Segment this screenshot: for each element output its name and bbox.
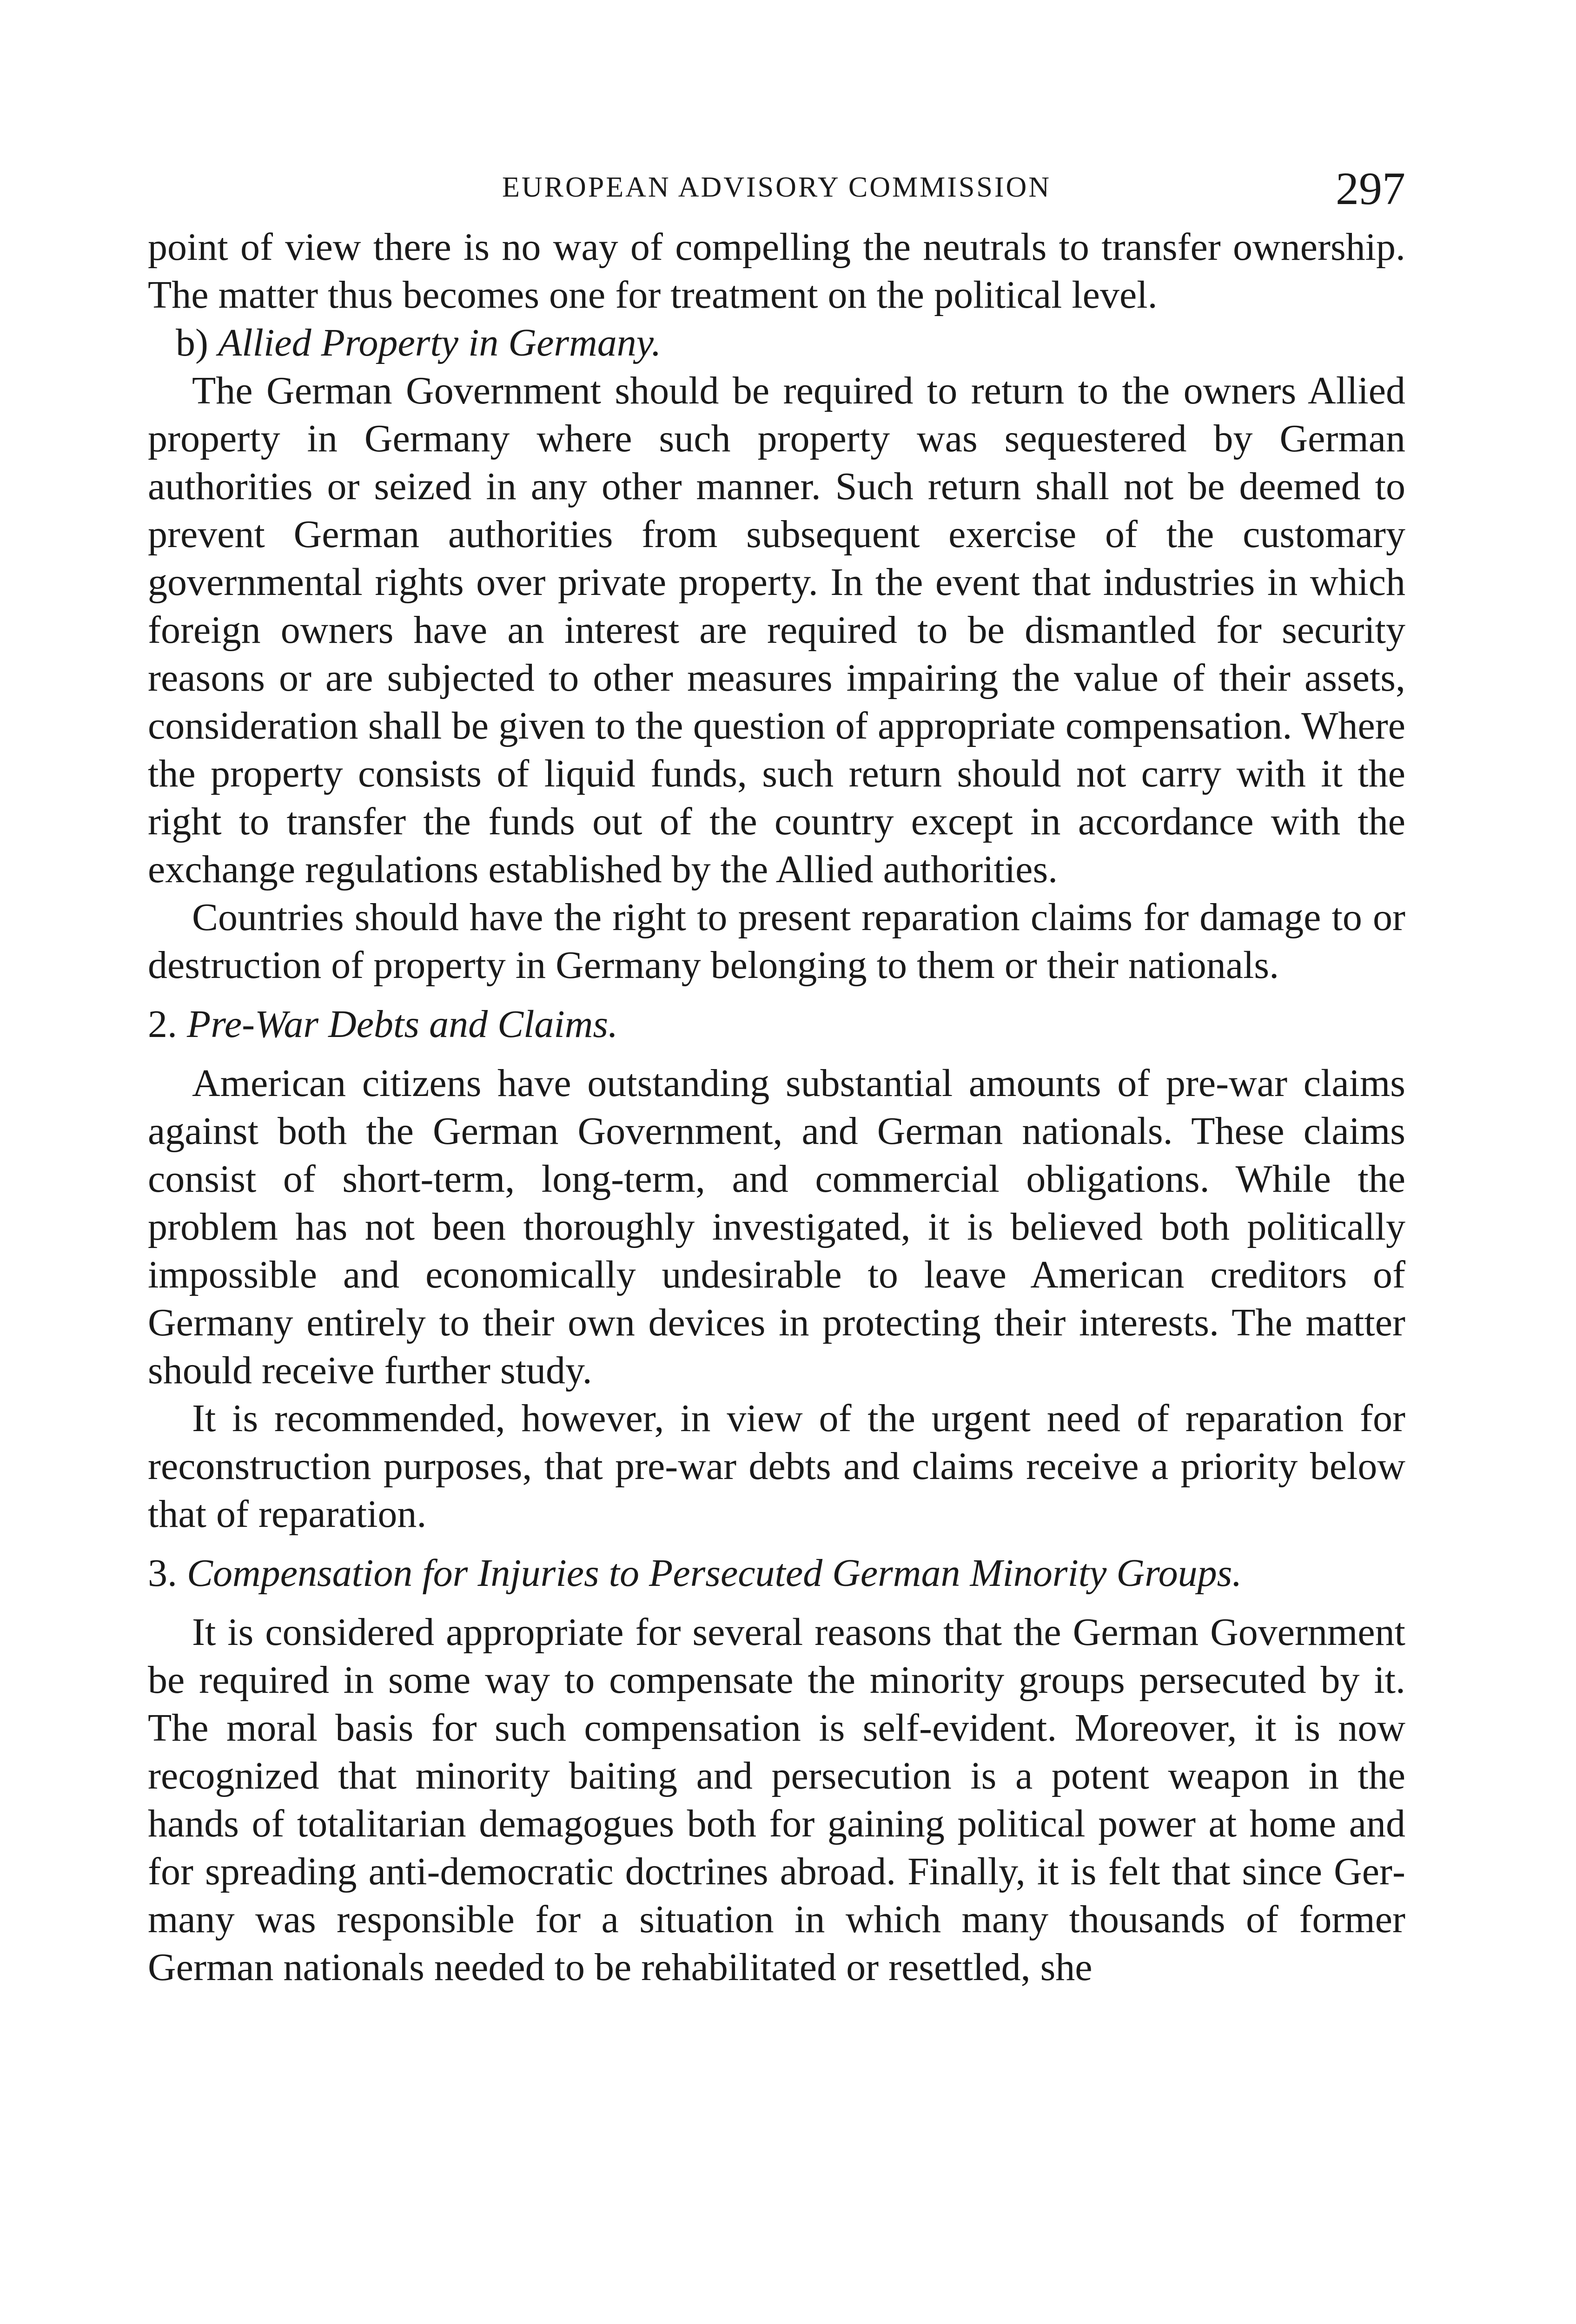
running-title: EUROPEAN ADVISORY COMMISSION	[502, 172, 1052, 203]
section-number: 3.	[148, 1552, 177, 1595]
running-head	[148, 153, 1405, 223]
section-title: Pre-War Debts and Claims.	[187, 1003, 618, 1046]
paragraph-continuation: point of view there is no way of compelling the neutrals to transfer ownership. The matter thus becomes one for treatment on the political level.	[148, 225, 1405, 317]
section-number: 2.	[148, 1003, 177, 1046]
paragraph-american-claims: American citizens have outstanding substantial amounts of pre-war claims against both the German Government, and German nationals. These claims consist of short-term, long-term, and commercial obligations. While the problem has not been thoroughly investigated, it is believed both politically impossible and economically undesirable to leave American creditors of Germany entirely to their own devices in protecting their interests. The matter should receive further study.	[148, 1062, 1405, 1392]
paragraph-allied-property: The German Government should be required to return to the owners Allied property in Germany where such property was sequestered by German authorities or seized in any other manner. Such return shall not be deemed to prevent German authorities from subsequent exercise of the customary governmental rights over private property. In the event that industries in which foreign owners have an interest are required to be dismantled for security reasons or are subjected to other measures impairing the value of their assets, consideration shall be given to the question of appropriate compensation. Where the property consists of liquid funds, such return should not carry with it the right to transfer the funds out of the country except in accordance with the exchange regulations established by the Allied authorities.	[148, 369, 1405, 891]
paragraph-reparation-claims: Countries should have the right to present reparation claims for damage to or destruction of property in Germany belonging to them or their nationals.	[148, 896, 1405, 987]
subheading-allied-property	[148, 319, 1405, 367]
body-text	[148, 223, 1405, 1991]
section-title: Compensation for Injuries to Persecuted German Minority Groups.	[187, 1552, 1242, 1595]
subheading-title: Allied Property in Germany.	[218, 321, 662, 364]
subheading-marker: b)	[176, 321, 208, 364]
paragraph-priority: It is recommended, however, in view of the urgent need of reparation for reconstruction purposes, that pre-war debts and claims receive a priority below that of reparation.	[148, 1397, 1405, 1536]
section-heading-pre-war-debts	[148, 1000, 1405, 1048]
page-number: 297	[1336, 163, 1405, 214]
paragraph-minority-groups: It is considered appropriate for several reasons that the German Government be required in some way to compensate the minority groups persecuted by it. The moral basis for such compensation is self-evident. Moreover, it is now recognized that minority baiting and persecution is a potent weapon in the hands of totalitarian demagogues both for gaining political power at home and for spreading anti-democratic doctrines abroad. Finally, it is felt that since Germany was responsible for a situation in which many thousands of former German nationals needed to be rehabilitated or resettled, she	[148, 1611, 1405, 1989]
section-heading-compensation	[148, 1549, 1405, 1597]
document-page	[148, 153, 1405, 1991]
